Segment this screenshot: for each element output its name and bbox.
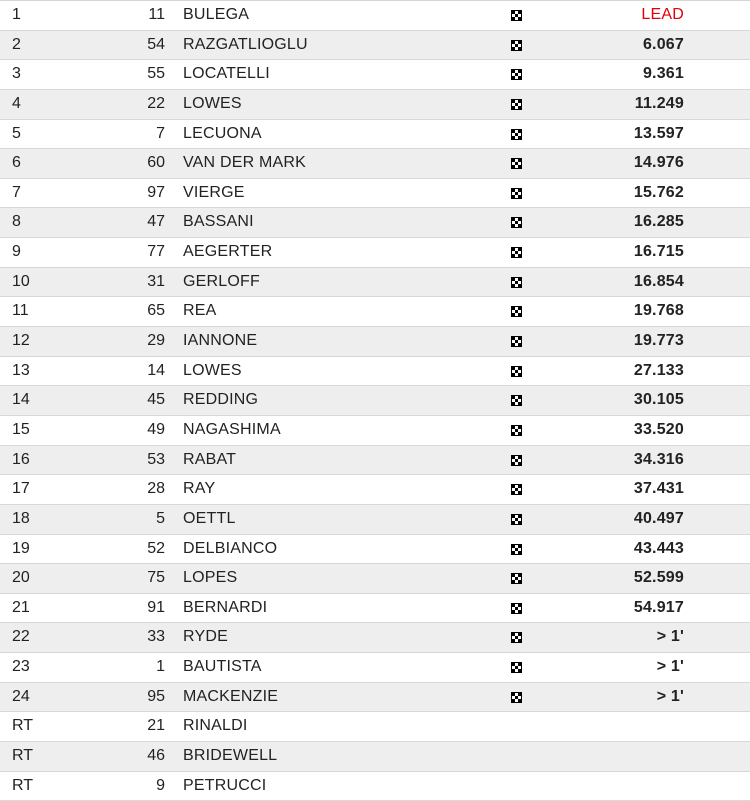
position-cell: 11 — [12, 302, 29, 320]
rider-number-cell: 65 — [147, 302, 165, 320]
gap-cell: 43.443 — [633, 539, 684, 557]
gap-cell: 37.431 — [633, 480, 684, 498]
checkered-flag-icon — [511, 69, 522, 80]
gap-cell: 16.285 — [633, 213, 684, 231]
position-cell: 7 — [12, 183, 21, 201]
checkered-flag-icon — [511, 455, 522, 466]
checkered-flag-icon — [511, 662, 522, 673]
checkered-flag-icon — [511, 10, 522, 21]
gap-cell: 11.249 — [634, 94, 684, 112]
checkered-flag-icon — [511, 336, 522, 347]
table-row[interactable] — [0, 535, 750, 565]
gap-cell: 34.316 — [633, 450, 684, 468]
rider-name-cell[interactable]: BULEGA — [183, 6, 250, 23]
position-cell: 15 — [12, 420, 30, 438]
table-row[interactable] — [0, 446, 750, 476]
rider-name-cell[interactable]: IANNONE — [183, 332, 258, 350]
table-row[interactable] — [0, 120, 750, 150]
position-cell: 19 — [12, 539, 30, 557]
checkered-flag-icon — [511, 603, 522, 614]
table-row[interactable] — [0, 772, 750, 801]
rider-name-cell[interactable]: BRIDEWELL — [183, 747, 278, 765]
gap-cell: 30.105 — [633, 391, 684, 409]
checkered-flag-icon — [511, 306, 522, 317]
position-cell: 4 — [12, 94, 21, 112]
rider-number-cell: 75 — [147, 569, 165, 587]
gap-cell: 13.597 — [633, 124, 684, 142]
table-row[interactable] — [0, 357, 750, 387]
table-row[interactable] — [0, 505, 750, 535]
table-row[interactable] — [0, 653, 750, 683]
rider-name-cell[interactable]: NAGASHIMA — [183, 420, 281, 438]
rider-name-cell[interactable]: LOPES — [183, 569, 238, 587]
checkered-flag-icon — [511, 514, 522, 525]
rider-name-cell[interactable]: MACKENZIE — [183, 687, 279, 705]
gap-cell: 19.773 — [633, 332, 684, 350]
table-row[interactable] — [0, 268, 750, 298]
position-cell: 18 — [12, 509, 30, 527]
table-row[interactable] — [0, 475, 750, 505]
rider-number-cell: 46 — [147, 747, 165, 765]
position-cell: 6 — [12, 154, 21, 172]
position-cell: 23 — [12, 658, 30, 676]
rider-name-cell[interactable]: LOWES — [183, 361, 242, 379]
gap-cell: 54.917 — [633, 598, 684, 616]
position-cell: RT — [12, 776, 34, 794]
checkered-flag-icon — [511, 632, 522, 643]
table-row[interactable] — [0, 90, 750, 120]
rider-name-cell[interactable]: RYDE — [183, 628, 228, 646]
rider-name-cell[interactable]: OETTL — [183, 509, 236, 527]
checkered-flag-icon — [511, 277, 522, 288]
table-row[interactable] — [0, 712, 750, 742]
rider-name-cell[interactable]: REDDING — [183, 391, 259, 409]
table-row[interactable] — [0, 386, 750, 416]
position-cell: RT — [12, 717, 34, 735]
rider-name-cell[interactable]: VIERGE — [183, 183, 245, 201]
position-cell: 17 — [12, 480, 30, 498]
rider-number-cell: 95 — [147, 687, 165, 705]
rider-number-cell: 28 — [147, 480, 165, 498]
position-cell: 20 — [12, 569, 30, 587]
gap-cell: 27.133 — [633, 361, 684, 379]
rider-number-cell: 60 — [147, 154, 165, 172]
lead-label: LEAD — [641, 6, 684, 23]
table-row[interactable] — [0, 297, 750, 327]
table-row[interactable] — [0, 683, 750, 713]
table-row[interactable] — [0, 416, 750, 446]
checkered-flag-icon — [511, 484, 522, 495]
rider-number-cell: 53 — [147, 450, 165, 468]
table-row[interactable] — [0, 31, 750, 61]
position-cell: 5 — [12, 124, 21, 142]
rider-number-cell: 7 — [156, 124, 165, 142]
checkered-flag-icon — [511, 99, 522, 110]
rider-name-cell[interactable]: BASSANI — [183, 213, 254, 231]
table-row[interactable] — [0, 1, 750, 31]
position-cell: 3 — [12, 65, 21, 83]
rider-number-cell: 97 — [147, 183, 165, 201]
gap-cell: 40.497 — [633, 509, 684, 527]
rider-number-cell: 9 — [156, 776, 165, 794]
checkered-flag-icon — [511, 129, 522, 140]
rider-number-cell: 22 — [147, 94, 165, 112]
rider-number-cell: 54 — [147, 35, 165, 53]
rider-name-cell[interactable]: RAY — [183, 480, 216, 498]
rider-number-cell: 52 — [147, 539, 165, 557]
gap-cell: 16.854 — [633, 272, 684, 290]
rider-number-cell: 5 — [156, 509, 165, 527]
position-cell: 9 — [12, 243, 21, 261]
gap-cell: 9.361 — [642, 65, 684, 83]
gap-cell: 19.768 — [633, 302, 684, 320]
rider-name-cell[interactable]: LECUONA — [183, 124, 262, 142]
checkered-flag-icon — [511, 425, 522, 436]
rider-name-cell[interactable]: LOCATELLI — [183, 65, 270, 83]
position-cell: 10 — [12, 272, 30, 290]
rider-number-cell: 21 — [147, 717, 165, 735]
checkered-flag-icon — [511, 217, 522, 228]
rider-number-cell: 91 — [147, 598, 165, 616]
gap-cell: 33.520 — [633, 420, 684, 438]
rider-name-cell[interactable]: PETRUCCI — [183, 776, 267, 794]
gap-cell: 15.762 — [633, 183, 684, 201]
table-row[interactable] — [0, 179, 750, 209]
rider-number-cell: 45 — [147, 391, 165, 409]
table-row[interactable] — [0, 327, 750, 357]
rider-name-cell[interactable]: RAZGATLIOGLU — [183, 35, 308, 53]
position-cell: 22 — [12, 628, 30, 646]
rider-name-cell[interactable]: AEGERTER — [183, 243, 273, 261]
position-cell: 1 — [12, 6, 21, 23]
checkered-flag-icon — [511, 573, 522, 584]
table-row[interactable] — [0, 742, 750, 772]
checkered-flag-icon — [511, 395, 522, 406]
gap-cell: > 1' — [656, 658, 684, 676]
checkered-flag-icon — [511, 158, 522, 169]
rider-number-cell: 31 — [147, 272, 165, 290]
table-row[interactable] — [0, 623, 750, 653]
table-row[interactable] — [0, 564, 750, 594]
position-cell: 2 — [12, 35, 21, 53]
rider-name-cell[interactable]: DELBIANCO — [183, 539, 278, 557]
rider-number-cell: 47 — [147, 213, 165, 231]
gap-cell: > 1' — [656, 687, 684, 705]
gap-cell: 6.067 — [642, 35, 684, 53]
checkered-flag-icon — [511, 544, 522, 555]
rider-name-cell[interactable]: RINALDI — [183, 717, 248, 735]
rider-name-cell[interactable]: BERNARDI — [183, 598, 268, 616]
table-row[interactable] — [0, 208, 750, 238]
rider-name-cell[interactable]: VAN DER MARK — [183, 154, 307, 172]
gap-cell: 14.976 — [633, 154, 684, 172]
rider-number-cell: 1 — [156, 658, 165, 676]
rider-number-cell: 14 — [147, 361, 165, 379]
checkered-flag-icon — [511, 40, 522, 51]
position-cell: 13 — [12, 361, 30, 379]
rider-name-cell[interactable]: RABAT — [183, 450, 237, 468]
table-row[interactable] — [0, 60, 750, 90]
rider-number-cell: 29 — [147, 332, 165, 350]
rider-number-cell: 77 — [147, 243, 165, 261]
rider-name-cell[interactable]: LOWES — [183, 94, 242, 112]
position-cell: 21 — [12, 598, 30, 616]
checkered-flag-icon — [511, 247, 522, 258]
position-cell: RT — [12, 747, 34, 765]
checkered-flag-icon — [511, 366, 522, 377]
table-row[interactable] — [0, 149, 750, 179]
position-cell: 14 — [12, 391, 30, 409]
gap-cell: 52.599 — [633, 569, 684, 587]
rider-number-cell: 33 — [147, 628, 165, 646]
rider-name-cell[interactable]: GERLOFF — [183, 272, 260, 290]
rider-number-cell: 55 — [147, 65, 165, 83]
position-cell: 12 — [12, 332, 30, 350]
position-cell: 16 — [12, 450, 30, 468]
rider-name-cell[interactable]: BAUTISTA — [183, 658, 262, 676]
gap-cell: > 1' — [656, 628, 684, 646]
checkered-flag-icon — [511, 188, 522, 199]
gap-cell: 16.715 — [633, 243, 684, 261]
rider-number-cell: 11 — [148, 6, 165, 23]
table-row[interactable] — [0, 238, 750, 268]
position-cell: 24 — [12, 687, 30, 705]
table-row[interactable] — [0, 594, 750, 624]
position-cell: 8 — [12, 213, 21, 231]
rider-number-cell: 49 — [147, 420, 165, 438]
checkered-flag-icon — [511, 692, 522, 703]
rider-name-cell[interactable]: REA — [183, 302, 217, 320]
